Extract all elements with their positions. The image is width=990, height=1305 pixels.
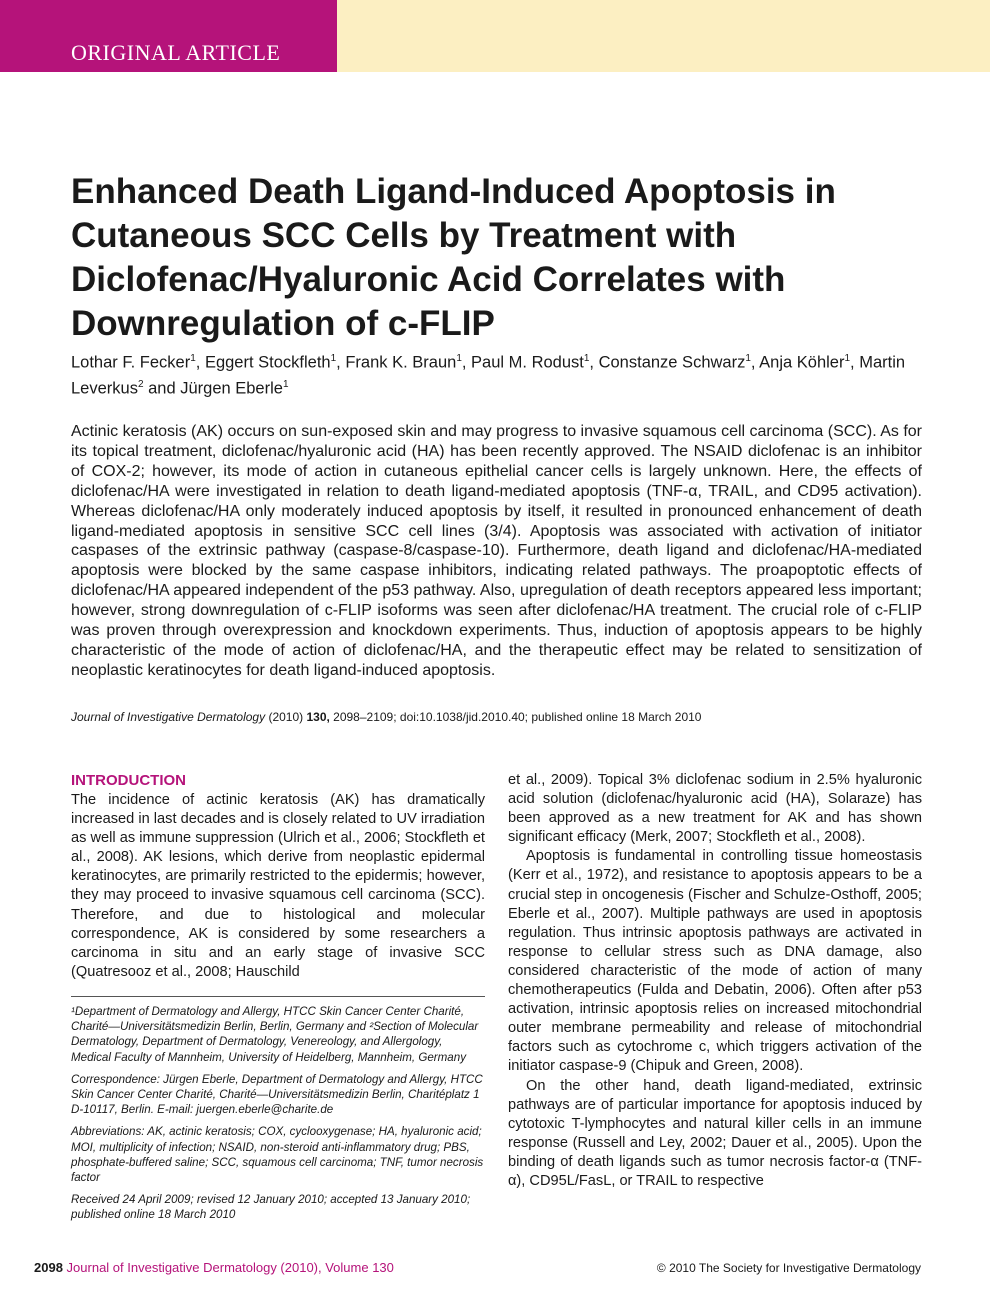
author-separator: , — [461, 353, 472, 372]
author-separator: , — [589, 353, 599, 372]
abbreviations-note: Abbreviations: AK, actinic keratosis; COX, cyclooxygenase; HA, hyaluronic acid; MOI, multiplicity of infection; NSAID, non-steroid anti-inflammatory drug; PBS, phosphate-buffered saline; SCC, squamous cell carcinoma; TNF, tumor necrosis factor — [71, 1125, 484, 1185]
author-name: Jürgen Eberle — [180, 379, 283, 397]
author-affiliation: 1 — [583, 353, 590, 364]
header-band — [337, 0, 990, 72]
author-separator: , — [750, 353, 760, 372]
introduction-paragraph: The incidence of actinic keratosis (AK) has dramatically increased in last decades and is closely related to UV irradiation as well as immune suppression (Ulrich et al., 2006; Stockfleth et al., 2008). AK lesions, which derive from neoplastic epidermal keratinocytes, are primarily restricted to the epidermis; however, they may proceed to invasive squamous cell carcinoma (SCC). Therefore, and due to histological and molecular correspondence, AK is considered by some researchers a carcinoma in situ and an early stage of invasive SCC (Quatresooz et al., 2008; Hauschild — [71, 792, 485, 980]
author-name: Paul M. Rodust — [471, 353, 584, 372]
author-separator: and — [143, 379, 181, 397]
citation-journal: Journal of Investigative Dermatology — [71, 710, 266, 724]
section-label: ORIGINAL ARTICLE — [71, 40, 281, 65]
footnote-divider — [71, 996, 485, 997]
page-footer-left — [34, 1259, 394, 1277]
author-separator: , — [336, 353, 346, 372]
abstract: Actinic keratosis (AK) occurs on sun-exposed skin and may progress to invasive squamous cell carcinoma (SCC). As for its topical treatment, diclofenac/hyaluronic acid (HA) has been recently approved. The NSAID diclofenac is an inhibitor of COX-2; however, its mode of action in cutaneous epithelial cancer cells is largely unknown. Here, the effects of diclofenac/HA were investigated in relation to death ligand-mediated apoptosis (TNF-α, TRAIL, and CD95 activation). Whereas diclofenac/HA only moderately induced apoptosis by itself, it resulted in pronounced enhancement of death ligand-mediated apoptosis in sensitive SCC cell lines (3/4). Apoptosis was associated with activation of initiator caspases of the extrinsic pathway (caspase-8/caspase-10). Furthermore, death ligand and diclofenac/HA-mediated apoptosis were blocked by the same caspase inhibitors, indicating related pathways. The proapoptotic effects of diclofenac/HA appeared independent of the p53 pathway. Also, upregulation of death receptors appeared less important; however, strong downregulation of c-FLIP isoforms was seen after diclofenac/HA treatment. The crucial role of c-FLIP was proven through overexpression and knockdown experiments. Thus, induction of apoptosis appears to be highly characteristic of the mode of action of diclofenac/HA, and the therapeutic effect may be related to sensitization of neoplastic keratinocytes for death ligand-induced apoptosis. — [71, 423, 923, 679]
body-paragraph-1: et al., 2009). Topical 3% diclofenac sodium in 2.5% hyaluronic acid solution (diclofenac/hyaluronic acid (HA), Solaraze) has been approved as a new treatment for AK and has shown significant efficacy (Merk, 2007; Stockfleth et al., 2008). — [508, 772, 922, 846]
citation-year: (2010) — [265, 710, 307, 724]
author-name: Martin Leverkus — [71, 353, 906, 397]
author-affiliation: 1 — [190, 353, 196, 364]
author-affiliation: 1 — [456, 353, 462, 364]
citation-details: 2098–2109; doi:10.1038/jid.2010.40; published online 18 March 2010 — [329, 710, 702, 724]
journal-footer: Journal of Investigative Dermatology (2010), Volume 130 — [66, 1260, 394, 1275]
left-column — [71, 771, 485, 982]
right-column — [508, 771, 922, 1191]
author-separator: , — [850, 353, 860, 372]
author-name: Anja Köhler — [759, 353, 845, 372]
affiliations-note: ¹Department of Dermatology and Allergy, HTCC Skin Cancer Center Charité, Charité—Universitätsmedizin Berlin, Berlin, Germany and ²Section of Molecular Dermatology, Department of Dermatology, Venereology, and Allergology, Medical Faculty of Mannheim, University of Heidelberg, Mannheim, Germany — [71, 1005, 479, 1064]
author-name: Lothar F. Fecker — [71, 353, 191, 372]
article-title: Enhanced Death Ligand-Induced Apoptosis in Cutaneous SCC Cells by Treatment with Diclofenac/Hyaluronic Acid Correlates with Downregulation of c-FLIP — [71, 172, 836, 343]
author-name: Eggert Stockfleth — [204, 353, 331, 372]
citation-volume: 130, — [306, 710, 330, 724]
author-affiliation: 2 — [137, 378, 144, 390]
body-paragraph-2: Apoptosis is fundamental in controlling tissue homeostasis (Kerr et al., 1972), and resistance to apoptosis appears to be a crucial step in oncogenesis (Fischer and Schulze-Osthoff, 2005; Eberle et al., 2007). Multiple pathways are used in apoptosis regulation. Thus intrinsic apoptosis pathways are activated in response to cellular stress such as DNA damage, also considered characteristic of the mode of action of many chemotherapeutics (Fulda and Debatin, 2006). Often after p53 activation, intrinsic apoptosis relies on increased mitochondrial outer membrane permeability and release of mitochondrial factors such as cytochrome c, which triggers activation of the initiator caspase-9 (Chipuk and Green, 2008). — [508, 848, 922, 1075]
page-number: 2098 — [34, 1260, 63, 1275]
author-affiliation: 1 — [745, 353, 751, 364]
copyright-notice: © 2010 The Society for Investigative Dermatology — [656, 1261, 921, 1275]
footnotes — [71, 1004, 485, 1230]
author-affiliation: 1 — [282, 378, 289, 390]
correspondence-note: Correspondence: Jürgen Eberle, Department of Dermatology and Allergy, HTCC Skin Cancer Center Charité, Charité—Universitätsmedizin Berlin, Charitéplatz 1 D-10117, Berlin. E-mail: juergen.eberle@charite.de — [71, 1072, 483, 1117]
author-affiliation: 1 — [330, 353, 337, 364]
author-list — [71, 348, 923, 399]
citation-line — [71, 709, 931, 725]
author-name: Frank K. Braun — [345, 353, 457, 372]
author-affiliation: 1 — [844, 353, 851, 364]
introduction-heading: INTRODUCTION — [71, 772, 186, 789]
author-name: Constanze Schwarz — [598, 353, 746, 372]
author-separator: , — [195, 353, 205, 372]
body-paragraph-3: On the other hand, death ligand-mediated, extrinsic pathways are of particular importance for apoptosis induced by cytotoxic T-lymphocytes and natural killer cells in an immune response (Russell and Ley, 2002; Dauer et al., 2005). Upon the binding of death ligands such as tumor necrosis factor-α (TNF-α), CD95L/FasL, or TRAIL to respective — [508, 1077, 922, 1189]
received-note: Received 24 April 2009; revised 12 January 2010; accepted 13 January 2010; published online 18 March 2010 — [71, 1193, 471, 1222]
